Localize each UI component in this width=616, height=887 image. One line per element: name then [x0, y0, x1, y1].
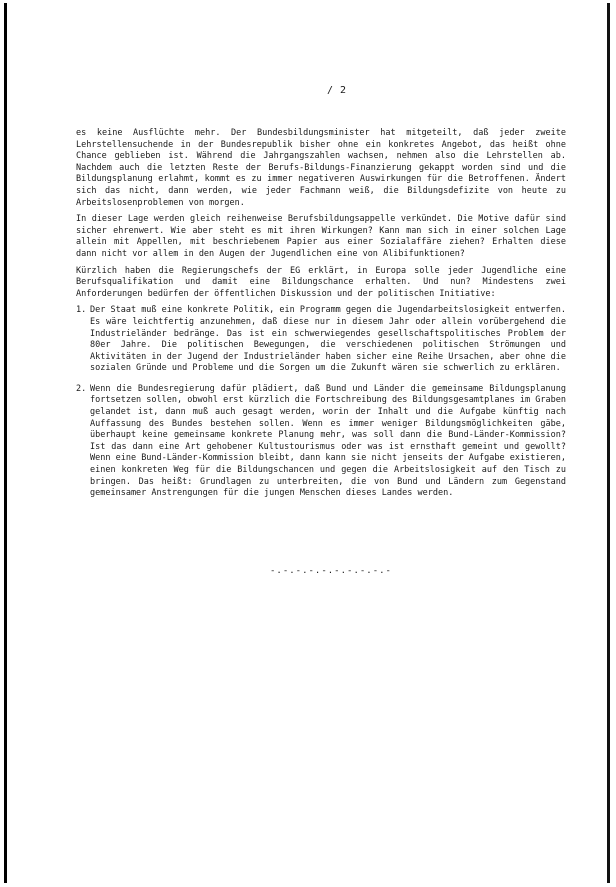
paragraph: es keine Ausflüchte mehr. Der Bundesbildungsminister hat mitgeteilt, daß jeder zweite Lehrstellensuchende in der Bundesrepublik bisher ohne ein konkretes Angebot, das heißt ohne Chance geblieben ist. Während die Jahrgangszahlen wachsen, nehmen also die Lehrstellen ab. Nachdem auch die letzten Reste der Berufs-Bildungs-Finanzierung gekappt worden sind und die Bildungsplanung erlahmt, kommt es zu immer negativeren Auswirkungen für die Betroffenen. Ändert sich das nicht, dann werden, wie jeder Fachmann weiß, die Bildungsdefizite von heute zu Arbeitslosenproblemen von morgen. [76, 128, 566, 208]
list-number: 1. [76, 305, 87, 316]
list-text: Der Staat muß eine konkrete Politik, ein Programm gegen die Jugendarbeitslosigkeit entwerfen. Es wäre leichtfertig anzunehmen, daß diese nur in diesem Jahr oder allein vorübergehend die Industrieländer bedränge. Das ist ein schwerwiegendes gesellschaftspolitisches Problem der 80er Jahre. Die politischen Bewegungen, die verschiedenen politischen Strömungen und Aktivitäten in der Jugend der Industrieländer haben sicher eine Reihe Ursachen, aber ohne die sozialen Gründe und Probleme und die Sorgen um die Zukunft wären sie schwerlich zu erklären. [90, 305, 566, 374]
list-number: 2. [76, 383, 87, 394]
page-number: / 2 [327, 85, 347, 96]
list-text: Wenn die Bundesregierung dafür plädiert, daß Bund und Länder die gemeinsame Bildungsplanung fortsetzen sollen, obwohl erst kürzlich die Fortschreibung des Bildungsgesamtplanes im Graben gelandet ist, dann muß auch gesagt werden, worin der Inhalt und die Aufgabe künftig nach Auffassung des Bundes bestehen sollen. Wenn es immer weniger Bildungsmöglichkeiten gäbe, überhaupt keine gemeinsame konkrete Planung mehr, was soll dann die Bund-Länder-Kommission? Ist das dann eine Art gehobener Kultustourismus oder was ist ernsthaft gemeint und gewollt? Wenn eine Bund-Länder-Kommission bleibt, dann kann sie nicht jenseits der Aufgabe existieren, einen konkreten Weg für die Bildungschancen und gegen die Arbeitslosigkeit auf den Tisch zu bringen. Das heißt: Grundlagen zu unterbreiten, die von Bund und Ländern zum Gegenstand gemeinsamer Anstrengungen für die jungen Menschen dieses Landes werden. [90, 383, 566, 499]
document-body [76, 128, 566, 509]
list-item [76, 384, 566, 500]
paragraph: In dieser Lage werden gleich reihenweise Berufsbildungsappelle verkündet. Die Motive dafür sind sicher ehrenwert. Wie aber steht es mit ihren Wirkungen? Kann man sich in einer solchen Lage allein mit Appellen, mit beschriebenem Papier aus einer Sozialaffäre ziehen? Erhalten diese dann nicht vor allem in den Augen der Jugendlichen eine von Alibifunktionen? [76, 214, 566, 259]
end-separator: -.-.-.-.-.-.-.-.-.- [270, 566, 392, 576]
paragraph: Kürzlich haben die Regierungschefs der EG erklärt, in Europa solle jeder Jugendliche eine Berufsqualifikation und damit eine Bildungschance erhalten. Und nun? Mindestens zwei Anforderungen bedürfen der öffentlichen Diskussion und der politischen Initiative: [76, 265, 566, 299]
list-item [76, 305, 566, 375]
